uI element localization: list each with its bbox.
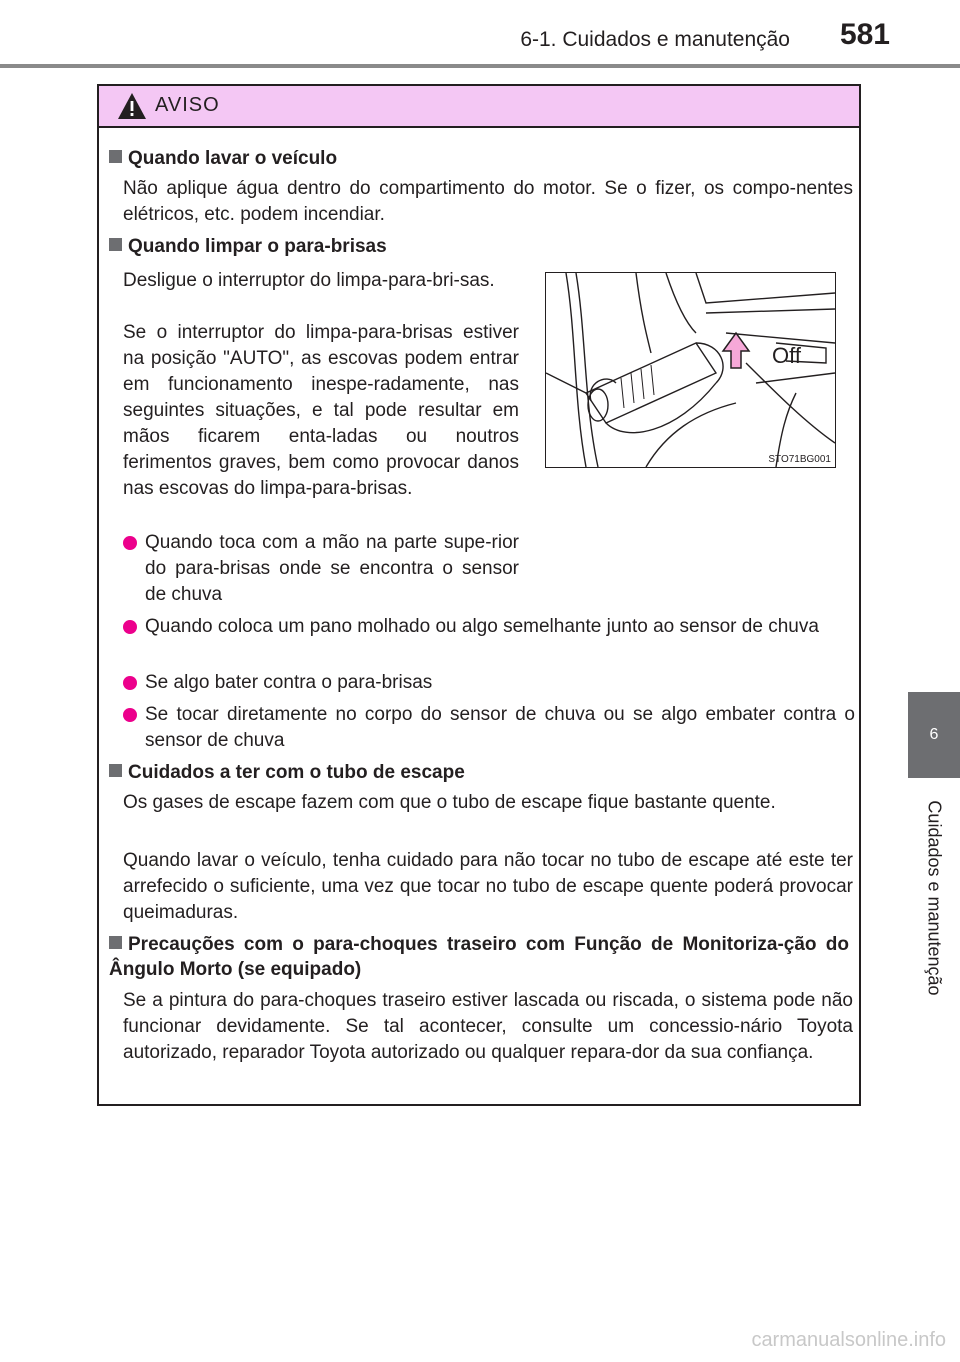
paragraph: Quando lavar o veículo, tenha cuidado para não tocar no tubo de escape até este ter arrefecido o suficiente, uma vez que tocar no tubo de escape quente poderá provocar queimaduras. [123,850,853,923]
list-item: Se tocar diretamente no corpo do sensor de chuva ou se algo embater contra o sensor de chuva [123,702,855,754]
warning-label: AVISO [155,94,220,116]
wiper-lever-drawing [546,273,835,467]
list-item: Quando coloca um pano molhado ou algo semelhante junto ao sensor de chuva [123,614,855,640]
paragraph: Se a pintura do para-choques traseiro estiver lascada ou riscada, o sistema pode não funcionar devidamente. Se tal acontecer, consulte um concessio-nário Toyota autorizado, reparador Toyota autorizado ou qualquer repara-dor da sua confiança. [123,990,853,1063]
circle-bullet-icon [123,708,137,722]
circle-bullet-icon [123,676,137,690]
section-heading: Precauções com o para-choques traseiro com Função de Monitoriza-ção do Ângulo Morto (se equipado) [109,934,849,980]
square-bullet-icon [109,764,122,777]
chapter-tab: 6 [908,692,960,778]
square-bullet-icon [109,238,122,251]
off-callout: Off [772,343,801,368]
header-rule [0,64,960,68]
list-item: Se algo bater contra o para-brisas [123,670,855,696]
circle-bullet-icon [123,536,137,550]
section-title: 6-1. Cuidados e manutenção [520,28,790,51]
section-heading: Quando lavar o veículo [109,146,337,171]
warning-header [99,86,859,128]
wiper-switch-illustration [545,272,836,468]
warning-triangle-icon [117,92,147,120]
paragraph: Os gases de escape fazem com que o tubo de escape fique bastante quente. [123,792,776,813]
chapter-label: Cuidados e manutenção [924,800,945,996]
figure-code: STO71BG001 [768,454,831,465]
paragraph: Não aplique água dentro do compartimento do motor. Se o fizer, os compo-nentes elétricos, etc. podem incendiar. [123,178,853,225]
circle-bullet-icon [123,620,137,634]
watermark: carmanualsonline.info [751,1329,946,1351]
square-bullet-icon [109,936,122,949]
paragraph: Desligue o interruptor do limpa-para-bri-sas. [123,270,495,291]
paragraph: Se o interruptor do limpa-para-brisas estiver na posição "AUTO", as escovas podem entrar em funcionamento inespe-radamente, nas seguintes situações, e tal pode resultar em mãos ficarem enta-ladas ou noutros ferimentos graves, bem como provocar danos nas escovas do limpa-para-brisas. [123,322,519,499]
list-item: Quando toca com a mão na parte supe-rior do para-brisas onde se encontra o sensor de chuva [123,530,519,608]
up-arrow-icon [723,333,749,368]
chapter-label-column [908,778,960,1018]
square-bullet-icon [109,150,122,163]
warning-box [97,84,861,1106]
section-heading: Cuidados a ter com o tubo de escape [109,760,465,785]
page-number: 581 [839,18,890,51]
section-heading: Quando limpar o para-brisas [109,234,387,259]
